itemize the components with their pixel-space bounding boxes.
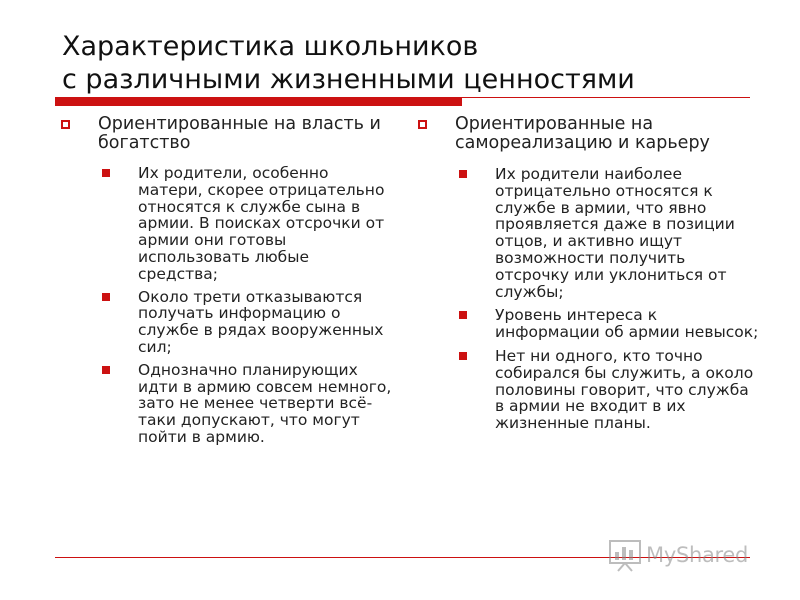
right-heading-text: Ориентированные на самореализацию и карьеру bbox=[455, 114, 710, 153]
list-item bbox=[457, 348, 760, 432]
list-item bbox=[100, 362, 393, 446]
square-bullet-icon bbox=[459, 352, 467, 360]
right-column bbox=[415, 115, 760, 439]
square-bullet-icon bbox=[459, 311, 467, 319]
list-item-text: Однозначно планирующих идти в армию совсем немного, зато не менее четверти всё-таки допускают, что могут пойти в армию. bbox=[138, 360, 392, 446]
hollow-square-bullet-icon bbox=[418, 120, 427, 129]
title-underline-accent bbox=[55, 97, 462, 106]
square-bullet-icon bbox=[102, 293, 110, 301]
left-heading-text: Ориентированные на власть и богатство bbox=[98, 114, 381, 153]
list-item-text: Их родители наиболее отрицательно относятся к службе в армии, что явно проявляется даже в позиции отцов, и активно ищут возможности получить отсрочку или уклониться от службы; bbox=[495, 165, 735, 301]
left-list bbox=[58, 165, 393, 446]
watermark-text: MyShared bbox=[646, 543, 749, 567]
list-item bbox=[100, 289, 393, 356]
list-item-text: Около трети отказываются получать информацию о службе в рядах вооруженных сил; bbox=[138, 287, 384, 356]
slide-title bbox=[62, 30, 782, 96]
list-item-text: Уровень интереса к информации об армии невысок; bbox=[495, 306, 759, 342]
left-column bbox=[58, 115, 393, 452]
hollow-square-bullet-icon bbox=[61, 120, 70, 129]
list-item-text: Нет ни одного, кто точно собирался бы служить, а около половины говорит, что служба в армии не входит в их жизненные планы. bbox=[495, 346, 754, 433]
list-item bbox=[457, 307, 760, 341]
left-heading bbox=[58, 115, 393, 153]
watermark bbox=[608, 537, 768, 573]
list-item bbox=[457, 166, 760, 300]
square-bullet-icon bbox=[102, 366, 110, 374]
title-line-1: Характеристика школьников bbox=[62, 31, 479, 62]
chart-logo-icon bbox=[608, 538, 642, 572]
list-item bbox=[100, 165, 393, 283]
title-line-2: с различными жизненными ценностями bbox=[62, 64, 635, 95]
right-list bbox=[415, 166, 760, 432]
square-bullet-icon bbox=[459, 170, 467, 178]
right-heading bbox=[415, 115, 760, 153]
square-bullet-icon bbox=[102, 169, 110, 177]
list-item-text: Их родители, особенно матери, скорее отрицательно относятся к службе сына в армии. В поисках отсрочки от армии они готовы использовать любые средства; bbox=[138, 164, 385, 283]
